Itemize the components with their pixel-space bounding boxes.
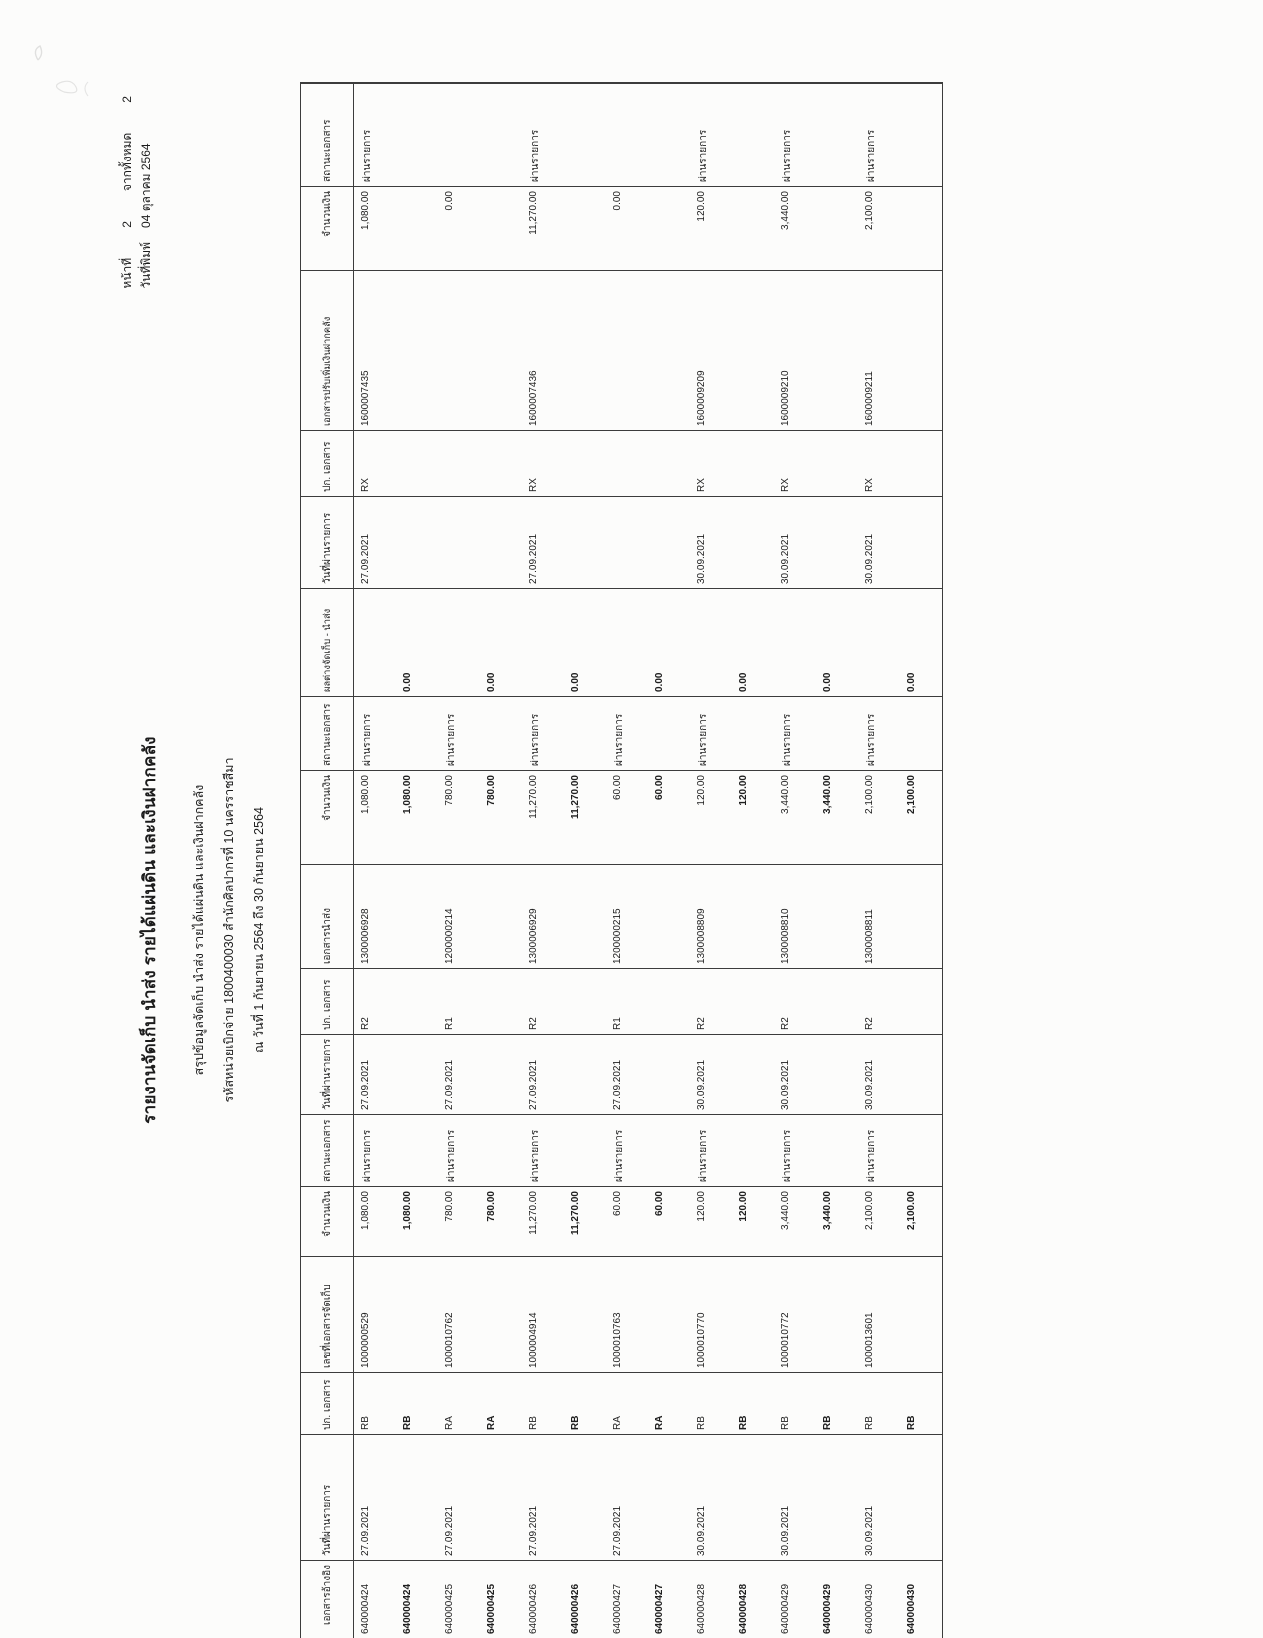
table-cell: 60.00 bbox=[648, 770, 690, 864]
table-row bbox=[648, 83, 690, 1638]
table-cell: 1600007435 bbox=[354, 270, 396, 430]
table-cell: 1300008810 bbox=[774, 864, 816, 968]
table-cell: 640000428 bbox=[690, 1560, 732, 1638]
table-cell: 1200000214 bbox=[438, 864, 480, 968]
table-cell: 1,080.00 bbox=[354, 770, 396, 864]
print-date-value: 04 ตุลาคม 2564 bbox=[138, 143, 153, 228]
table-cell: 3,440.00 bbox=[816, 1186, 858, 1256]
table-cell bbox=[564, 496, 606, 588]
table-row bbox=[522, 83, 564, 1638]
table-cell bbox=[816, 1256, 858, 1372]
table-row bbox=[354, 83, 396, 1638]
table-cell: RB bbox=[774, 1372, 816, 1434]
table-cell: 120.00 bbox=[690, 1186, 732, 1256]
table-cell bbox=[480, 270, 522, 430]
table-cell bbox=[732, 864, 774, 968]
table-row bbox=[564, 83, 606, 1638]
table-cell: 60.00 bbox=[606, 1186, 648, 1256]
table-cell bbox=[732, 1256, 774, 1372]
table-cell: RB bbox=[522, 1372, 564, 1434]
table-cell bbox=[396, 1256, 438, 1372]
table-cell: 60.00 bbox=[606, 770, 648, 864]
table-cell: RA bbox=[438, 1372, 480, 1434]
table-cell bbox=[732, 496, 774, 588]
header-cell: ปก. เอกสาร bbox=[301, 1372, 353, 1434]
table-cell: 2,100.00 bbox=[858, 770, 900, 864]
table-cell bbox=[564, 186, 606, 270]
table-cell bbox=[648, 186, 690, 270]
table-cell: RB bbox=[900, 1372, 942, 1434]
table-cell: R2 bbox=[522, 968, 564, 1034]
table-cell: RB bbox=[564, 1372, 606, 1434]
header-cell: ปก. เอกสาร bbox=[301, 430, 353, 496]
table-cell: 640000426 bbox=[522, 1560, 564, 1638]
table-cell: 27.09.2021 bbox=[354, 1434, 396, 1560]
table-cell bbox=[732, 83, 774, 186]
table-cell: 1000010772 bbox=[774, 1256, 816, 1372]
table-cell bbox=[480, 968, 522, 1034]
table-cell bbox=[900, 864, 942, 968]
table-cell bbox=[396, 186, 438, 270]
table-cell bbox=[900, 1114, 942, 1186]
table-cell bbox=[648, 83, 690, 186]
table-row bbox=[858, 83, 900, 1638]
table-cell: 30.09.2021 bbox=[858, 1034, 900, 1114]
table-cell: ผ่านรายการ bbox=[522, 696, 564, 770]
table-cell: 1300006929 bbox=[522, 864, 564, 968]
table-cell bbox=[564, 430, 606, 496]
table-cell bbox=[564, 270, 606, 430]
table-cell: 640000426 bbox=[564, 1560, 606, 1638]
table-cell bbox=[480, 1114, 522, 1186]
table-cell bbox=[564, 1034, 606, 1114]
table-cell: RA bbox=[648, 1372, 690, 1434]
table-cell bbox=[480, 696, 522, 770]
table-cell bbox=[480, 83, 522, 186]
table-cell bbox=[816, 968, 858, 1034]
table-cell bbox=[438, 83, 480, 186]
table-cell: 1600009209 bbox=[690, 270, 732, 430]
table-cell bbox=[522, 588, 564, 696]
table-cell: 640000425 bbox=[438, 1560, 480, 1638]
table-cell: 11,270.00 bbox=[522, 770, 564, 864]
table-cell bbox=[648, 496, 690, 588]
table-cell bbox=[480, 1434, 522, 1560]
header-cell: ผลต่างจัดเก็บ - นำส่ง bbox=[301, 588, 353, 696]
table-cell: ผ่านรายการ bbox=[774, 1114, 816, 1186]
table-cell: 780.00 bbox=[438, 770, 480, 864]
table-cell: 120.00 bbox=[732, 1186, 774, 1256]
table-cell bbox=[438, 496, 480, 588]
page-total: 2 bbox=[120, 96, 134, 103]
table-cell bbox=[480, 186, 522, 270]
table-cell: 3,440.00 bbox=[774, 186, 816, 270]
table-cell: 30.09.2021 bbox=[858, 496, 900, 588]
table-cell bbox=[816, 1434, 858, 1560]
page-number: 2 bbox=[120, 221, 134, 228]
table-cell: 640000424 bbox=[354, 1560, 396, 1638]
table-cell: ผ่านรายการ bbox=[690, 1114, 732, 1186]
report-table bbox=[300, 82, 943, 1638]
table-cell: 780.00 bbox=[480, 1186, 522, 1256]
table-cell: 1000010763 bbox=[606, 1256, 648, 1372]
table-cell: RB bbox=[732, 1372, 774, 1434]
table-cell bbox=[564, 696, 606, 770]
table-cell: RX bbox=[522, 430, 564, 496]
table-cell: 640000425 bbox=[480, 1560, 522, 1638]
table-cell bbox=[648, 1434, 690, 1560]
table-cell bbox=[816, 186, 858, 270]
table-cell: 2,100.00 bbox=[900, 1186, 942, 1256]
header-cell: เอกสารอ้างอิง bbox=[301, 1560, 353, 1638]
table-cell: 30.09.2021 bbox=[774, 1434, 816, 1560]
table-cell: RB bbox=[354, 1372, 396, 1434]
table-cell bbox=[900, 430, 942, 496]
table-cell: RB bbox=[690, 1372, 732, 1434]
table-cell: RA bbox=[606, 1372, 648, 1434]
table-cell bbox=[396, 968, 438, 1034]
table-cell bbox=[438, 270, 480, 430]
table-cell: 0.00 bbox=[564, 588, 606, 696]
header-cell: วันที่ผ่านรายการ bbox=[301, 496, 353, 588]
table-header-row bbox=[301, 83, 354, 1638]
table-cell: 1,080.00 bbox=[396, 1186, 438, 1256]
table-cell bbox=[900, 186, 942, 270]
table-cell: 1300006928 bbox=[354, 864, 396, 968]
table-cell bbox=[480, 496, 522, 588]
table-cell: 0.00 bbox=[438, 186, 480, 270]
table-cell bbox=[648, 1256, 690, 1372]
table-row bbox=[900, 83, 942, 1638]
table-cell bbox=[564, 1114, 606, 1186]
table-cell: R1 bbox=[438, 968, 480, 1034]
table-cell bbox=[732, 270, 774, 430]
pencil-mark bbox=[30, 40, 100, 104]
table-cell: ผ่านรายการ bbox=[690, 83, 732, 186]
table-cell: ผ่านรายการ bbox=[522, 83, 564, 186]
table-cell: ผ่านรายการ bbox=[858, 83, 900, 186]
table-cell: RX bbox=[858, 430, 900, 496]
table-cell: 11,270.00 bbox=[564, 770, 606, 864]
table-cell bbox=[816, 430, 858, 496]
table-cell: ผ่านรายการ bbox=[858, 696, 900, 770]
table-cell: 120.00 bbox=[732, 770, 774, 864]
table-cell: RX bbox=[774, 430, 816, 496]
table-cell bbox=[732, 696, 774, 770]
table-cell: 120.00 bbox=[690, 186, 732, 270]
table-cell: 2,100.00 bbox=[858, 1186, 900, 1256]
table-cell bbox=[396, 1114, 438, 1186]
table-cell: 27.09.2021 bbox=[354, 496, 396, 588]
table-cell: 30.09.2021 bbox=[690, 496, 732, 588]
table-cell: 640000424 bbox=[396, 1560, 438, 1638]
header-cell: จำนวนเงิน bbox=[301, 186, 353, 270]
table-cell bbox=[816, 864, 858, 968]
table-cell: 1000004914 bbox=[522, 1256, 564, 1372]
table-cell: 2,100.00 bbox=[858, 186, 900, 270]
table-cell: 3,440.00 bbox=[774, 770, 816, 864]
table-cell: 0.00 bbox=[396, 588, 438, 696]
table-cell bbox=[396, 864, 438, 968]
header-cell: เอกสารปรับเพิ่มเงินฝากคลัง bbox=[301, 270, 353, 430]
table-cell: 1600009210 bbox=[774, 270, 816, 430]
table-cell bbox=[396, 696, 438, 770]
table-cell: R2 bbox=[690, 968, 732, 1034]
table-row bbox=[396, 83, 438, 1638]
table-cell: 30.09.2021 bbox=[690, 1034, 732, 1114]
table-cell: RA bbox=[480, 1372, 522, 1434]
table-cell: RB bbox=[858, 1372, 900, 1434]
table-cell bbox=[816, 496, 858, 588]
table-cell: 120.00 bbox=[690, 770, 732, 864]
table-cell bbox=[648, 968, 690, 1034]
report-subtitle-3: ณ วันที่ 1 กันยายน 2564 ถึง 30 กันยายน 2564 bbox=[252, 807, 266, 1053]
table-cell bbox=[816, 83, 858, 186]
table-cell bbox=[648, 430, 690, 496]
header-cell: ปก. เอกสาร bbox=[301, 968, 353, 1034]
report-title: รายงานจัดเก็บ นำส่ง รายได้แผ่นดิน และเงินฝากคลัง bbox=[140, 736, 159, 1124]
table-cell bbox=[564, 864, 606, 968]
header-cell: วันที่ผ่านรายการ bbox=[301, 1034, 353, 1114]
table-cell: 2,100.00 bbox=[900, 770, 942, 864]
table-cell: 11,270.00 bbox=[564, 1186, 606, 1256]
table-cell: 640000430 bbox=[858, 1560, 900, 1638]
table-cell: 1000010762 bbox=[438, 1256, 480, 1372]
table-cell: 1,080.00 bbox=[396, 770, 438, 864]
table-cell: 640000430 bbox=[900, 1560, 942, 1638]
table-cell bbox=[732, 430, 774, 496]
table-cell bbox=[438, 430, 480, 496]
table-cell: 11,270.00 bbox=[522, 186, 564, 270]
table-cell: 0.00 bbox=[816, 588, 858, 696]
table-cell bbox=[900, 1034, 942, 1114]
header-cell: สถานะเอกสาร bbox=[301, 696, 353, 770]
table-cell bbox=[648, 270, 690, 430]
table-cell: ผ่านรายการ bbox=[606, 696, 648, 770]
table-cell bbox=[690, 588, 732, 696]
table-cell bbox=[816, 696, 858, 770]
table-cell bbox=[564, 1434, 606, 1560]
table-cell: RB bbox=[396, 1372, 438, 1434]
table-cell bbox=[606, 270, 648, 430]
table-cell bbox=[480, 430, 522, 496]
table-cell: 1600009211 bbox=[858, 270, 900, 430]
table-cell: ผ่านรายการ bbox=[858, 1114, 900, 1186]
table-cell bbox=[396, 83, 438, 186]
table-cell bbox=[606, 83, 648, 186]
table-cell: 3,440.00 bbox=[816, 770, 858, 864]
table-cell bbox=[900, 270, 942, 430]
table-cell: R2 bbox=[774, 968, 816, 1034]
table-cell bbox=[480, 1256, 522, 1372]
table-cell: 0.00 bbox=[900, 588, 942, 696]
table-cell bbox=[354, 588, 396, 696]
table-cell: 27.09.2021 bbox=[522, 1034, 564, 1114]
table-cell bbox=[396, 496, 438, 588]
table-cell: 27.09.2021 bbox=[522, 1434, 564, 1560]
table-cell: 1300008809 bbox=[690, 864, 732, 968]
table-cell bbox=[900, 496, 942, 588]
table-cell: R2 bbox=[354, 968, 396, 1034]
table-cell bbox=[564, 1256, 606, 1372]
table-cell: 1000010770 bbox=[690, 1256, 732, 1372]
table-cell: 30.09.2021 bbox=[774, 1034, 816, 1114]
table-cell: 27.09.2021 bbox=[438, 1434, 480, 1560]
table-cell: 27.09.2021 bbox=[438, 1034, 480, 1114]
table-cell: R2 bbox=[858, 968, 900, 1034]
table-cell: 0.00 bbox=[606, 186, 648, 270]
table-cell bbox=[900, 1434, 942, 1560]
table-cell bbox=[900, 968, 942, 1034]
header-cell: เอกสารนำส่ง bbox=[301, 864, 353, 968]
table-cell: RX bbox=[690, 430, 732, 496]
table-cell: 0.00 bbox=[480, 588, 522, 696]
table-cell: 1300008811 bbox=[858, 864, 900, 968]
table-cell: 640000429 bbox=[774, 1560, 816, 1638]
table-row bbox=[480, 83, 522, 1638]
table-cell bbox=[816, 270, 858, 430]
table-cell: 780.00 bbox=[480, 770, 522, 864]
table-cell bbox=[606, 588, 648, 696]
table-row bbox=[438, 83, 480, 1638]
table-cell: 3,440.00 bbox=[774, 1186, 816, 1256]
table-cell: 1000013601 bbox=[858, 1256, 900, 1372]
table-cell: ผ่านรายการ bbox=[438, 1114, 480, 1186]
table-cell bbox=[396, 430, 438, 496]
table-cell: ผ่านรายการ bbox=[438, 696, 480, 770]
table-cell: R1 bbox=[606, 968, 648, 1034]
table-cell: 0.00 bbox=[648, 588, 690, 696]
report-subtitle-1: สรุปข้อมูลจัดเก็บ นำส่ง รายได้แผ่นดิน และเงินฝากคลัง bbox=[192, 784, 206, 1076]
table-cell: 640000427 bbox=[606, 1560, 648, 1638]
table-cell bbox=[648, 696, 690, 770]
header-cell: จำนวนเงิน bbox=[301, 770, 353, 864]
table-cell: 1,080.00 bbox=[354, 186, 396, 270]
table-cell: 60.00 bbox=[648, 1186, 690, 1256]
header-cell: สถานะเอกสาร bbox=[301, 1114, 353, 1186]
table-row bbox=[816, 83, 858, 1638]
header-cell: สถานะเอกสาร bbox=[301, 83, 353, 186]
table-cell bbox=[732, 186, 774, 270]
table-cell bbox=[858, 588, 900, 696]
table-cell: ผ่านรายการ bbox=[774, 83, 816, 186]
table-cell bbox=[564, 83, 606, 186]
table-row bbox=[690, 83, 732, 1638]
page-number-row bbox=[118, 96, 137, 289]
table-cell bbox=[396, 1434, 438, 1560]
table-cell bbox=[774, 588, 816, 696]
print-date-label: วันที่พิมพ์ bbox=[138, 241, 153, 289]
table-cell: ผ่านรายการ bbox=[354, 696, 396, 770]
table-cell: 640000429 bbox=[816, 1560, 858, 1638]
table-cell: ผ่านรายการ bbox=[522, 1114, 564, 1186]
table-cell: 1,080.00 bbox=[354, 1186, 396, 1256]
table-cell: ผ่านรายการ bbox=[690, 696, 732, 770]
header-cell: เลขที่เอกสารจัดเก็บ bbox=[301, 1256, 353, 1372]
table-cell bbox=[606, 496, 648, 588]
table-cell: 0.00 bbox=[732, 588, 774, 696]
table-cell: 27.09.2021 bbox=[522, 496, 564, 588]
table-cell bbox=[648, 1114, 690, 1186]
table-cell: RX bbox=[354, 430, 396, 496]
table-cell: 780.00 bbox=[438, 1186, 480, 1256]
table-cell: ผ่านรายการ bbox=[774, 696, 816, 770]
table-cell bbox=[732, 968, 774, 1034]
table-cell bbox=[480, 1034, 522, 1114]
table-cell bbox=[900, 696, 942, 770]
table-cell: 1000000529 bbox=[354, 1256, 396, 1372]
table-cell: 27.09.2021 bbox=[606, 1034, 648, 1114]
table-cell: 1600007436 bbox=[522, 270, 564, 430]
table-cell bbox=[900, 1256, 942, 1372]
table-cell: ผ่านรายการ bbox=[354, 83, 396, 186]
table-cell bbox=[732, 1034, 774, 1114]
table-cell bbox=[396, 1034, 438, 1114]
table-row bbox=[774, 83, 816, 1638]
table-cell bbox=[816, 1034, 858, 1114]
table-cell: 30.09.2021 bbox=[690, 1434, 732, 1560]
table-cell: ผ่านรายการ bbox=[354, 1114, 396, 1186]
table-cell: 640000428 bbox=[732, 1560, 774, 1638]
table-cell bbox=[648, 864, 690, 968]
table-cell bbox=[900, 83, 942, 186]
table-cell: 30.09.2021 bbox=[858, 1434, 900, 1560]
table-cell: 1200000215 bbox=[606, 864, 648, 968]
table-cell bbox=[480, 864, 522, 968]
header-cell: วันที่ผ่านรายการ bbox=[301, 1434, 353, 1560]
table-cell bbox=[816, 1114, 858, 1186]
table-cell bbox=[648, 1034, 690, 1114]
table-cell bbox=[564, 968, 606, 1034]
table-cell: 27.09.2021 bbox=[606, 1434, 648, 1560]
page-label: หน้าที่ bbox=[120, 257, 134, 289]
table-row bbox=[732, 83, 774, 1638]
table-cell: ผ่านรายการ bbox=[606, 1114, 648, 1186]
table-cell bbox=[732, 1434, 774, 1560]
table-cell: 640000427 bbox=[648, 1560, 690, 1638]
table-cell: RB bbox=[816, 1372, 858, 1434]
table-cell: 30.09.2021 bbox=[774, 496, 816, 588]
header-cell: จำนวนเงิน bbox=[301, 1186, 353, 1256]
table-cell bbox=[606, 430, 648, 496]
table-cell bbox=[396, 270, 438, 430]
table-cell bbox=[438, 588, 480, 696]
report-subtitle-2: รหัสหน่วยเบิกจ่าย 1800400030 สำนักศิลปากรที่ 10 นครราชสีมา bbox=[222, 757, 236, 1103]
table-cell: 11,270.00 bbox=[522, 1186, 564, 1256]
table-cell: 27.09.2021 bbox=[354, 1034, 396, 1114]
page-of-label: จากทั้งหมด bbox=[120, 132, 134, 192]
table-row bbox=[606, 83, 648, 1638]
table-cell bbox=[732, 1114, 774, 1186]
report-title-block bbox=[136, 222, 279, 1638]
